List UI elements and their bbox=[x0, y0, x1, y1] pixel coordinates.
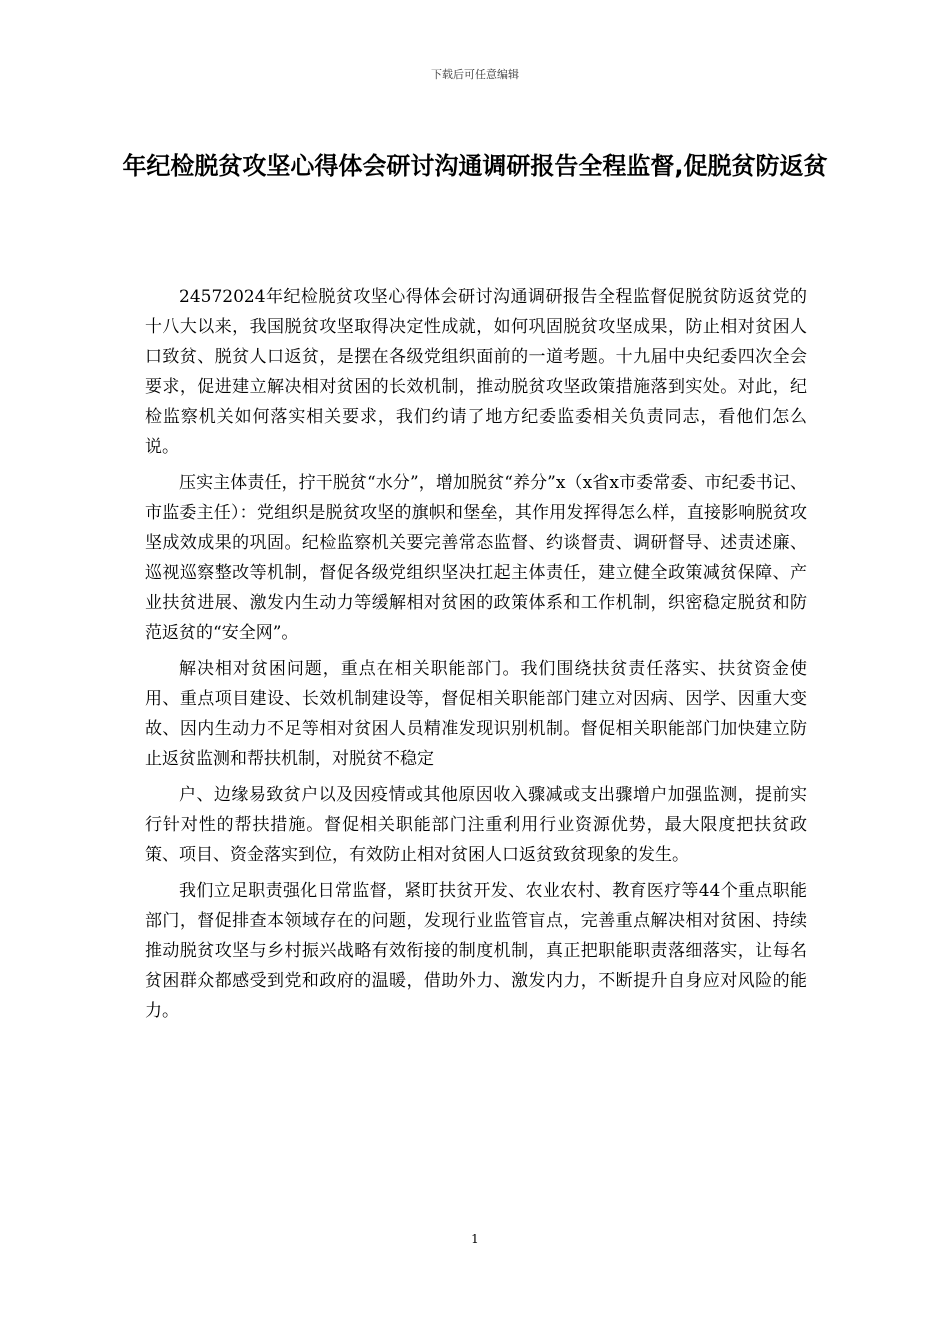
page-number: 1 bbox=[471, 1232, 479, 1246]
paragraph-responsibility: 压实主体责任，拧干脱贫“水分”，增加脱贫“养分”x（x省x市委常委、市纪委书记、市监委主任）：党组织是脱贫攻坚的旗帜和堡垒，其作用发挥得怎么样，直接影响脱贫攻坚成效成果的巩固。纪检监察机关要完善常态监督、约谈督责、调研督导、述责述廉、巡视巡察整改等机制，督促各级党组织坚决扛起主体责任，建立健全政策减贫保障、产业扶贫进展、激发内生动力等缓解相对贫困的政策体系和工作机制，织密稳定脱贫和防范返贫的“安全网”。 bbox=[145, 473, 807, 643]
paragraph-departments: 解决相对贫困问题，重点在相关职能部门。我们围绕扶贫责任落实、扶贫资金使用、重点项目建设、长效机制建设等，督促相关职能部门建立对因病、因学、因重大变故、因内生动力不足等相对贫困人员精准发现识别机制。督促相关职能部门加快建立防止返贫监测和帮扶机制，对脱贫不稳定 bbox=[145, 659, 807, 769]
document-body bbox=[145, 282, 807, 1026]
paragraph-intro: 24572024年纪检脱贫攻坚心得体会研讨沟通调研报告全程监督促脱贫防返贫党的十八大以来，我国脱贫攻坚取得决定性成就，如何巩固脱贫攻坚成果，防止相对贫困人口致贫、脱贫人口返贫，是摆在各级党组织面前的一道考题。十九届中央纪委四次全会要求，促进建立解决相对贫困的长效机制，推动脱贫攻坚政策措施落到实处。对此，纪检监察机关如何落实相关要求，我们约请了地方纪委监委相关负责同志，看他们怎么说。 bbox=[145, 287, 807, 457]
paragraph-monitoring: 户、边缘易致贫户以及因疫情或其他原因收入骤减或支出骤增户加强监测，提前实行针对性的帮扶措施。督促相关职能部门注重利用行业资源优势，最大限度把扶贫政策、项目、资金落实到位，有效防止相对贫困人口返贫致贫现象的发生。 bbox=[145, 785, 807, 865]
paragraph-supervision: 我们立足职责强化日常监督，紧盯扶贫开发、农业农村、教育医疗等44个重点职能部门，督促排查本领域存在的问题，发现行业监管盲点，完善重点解决相对贫困、持续推动脱贫攻坚与乡村振兴战略有效衔接的制度机制，真正把职能职责落细落实，让每名贫困群众都感受到党和政府的温暖，借助外力、激发内力，不断提升自身应对风险的能力。 bbox=[145, 881, 807, 1021]
document-title: 年纪检脱贫攻坚心得体会研讨沟通调研报告全程监督,促脱贫防返贫 bbox=[122, 152, 828, 180]
page-header-note: 下载后可任意编辑 bbox=[431, 68, 519, 81]
